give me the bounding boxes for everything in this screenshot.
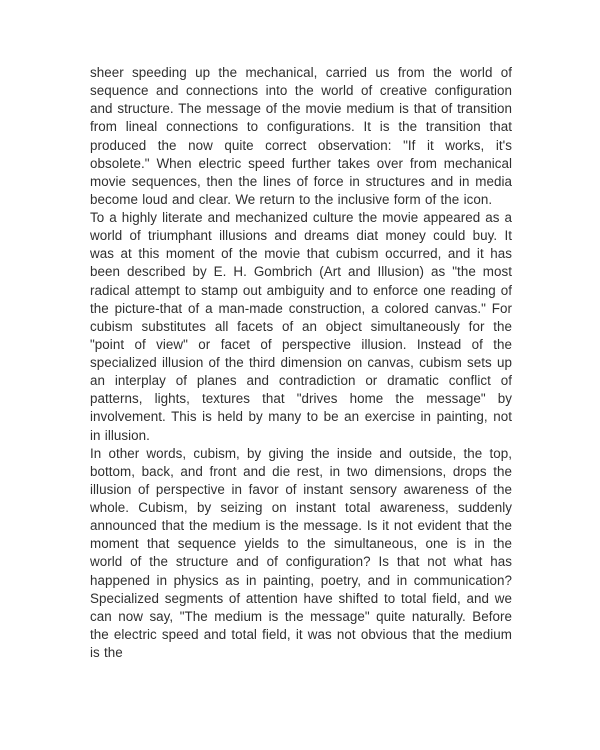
paragraph [90,209,512,445]
text-line: Specialized segments of attention have shifted to total field, and we [90,590,512,606]
text-line: bottom, back, and front and die rest, in two dimensions, drops the [90,463,512,479]
text-line: announced that the medium is the message. Is it not evident that the [90,518,512,534]
text-line: happened in physics as in painting, poetry, and in communication? [90,572,512,588]
text-line: radical attempt to stamp out ambiguity and to enforce one reading of [90,282,512,298]
text-line: involvement. This is held by many to be an exercise in painting, not [90,409,512,425]
text-line: the electric speed and total field, it was not obvious that the medium [90,626,512,642]
text-line: the picture-that of a man-made construction, a colored canvas." For [90,300,512,316]
text-line: from lineal connections to configurations. It is the transition that [90,119,512,135]
text-line: and structure. The message of the movie medium is that of transition [90,101,512,117]
text-line: illusion of perspective in favor of instant sensory awareness of the [90,481,512,497]
text-line: "point of view" or facet of perspective illusion. Instead of the [90,336,512,352]
text-line: To a highly literate and mechanized culture the movie appeared as a [90,210,512,225]
text-line: whole. Cubism, by seizing on instant total awareness, suddenly [90,500,512,515]
text-line: world of triumphant illusions and dreams diat money could buy. It [90,228,512,244]
text-line: produced the now quite correct observation: "If it works, it's [90,137,512,153]
text-line: an interplay of planes and contradiction or dramatic conflict of [90,373,512,389]
text-line: In other words, cubism, by giving the inside and outside, the top, [90,445,512,461]
text-line: sheer speeding up the mechanical, carried us from the world of [90,65,512,80]
text-line: obsolete." When electric speed further takes over from mechanical [90,155,512,171]
text-line: cubism substitutes all facets of an object simultaneously for the [90,318,512,334]
paragraph [90,64,512,209]
text-line: become loud and clear. We return to the inclusive form of the icon. [90,191,493,207]
body-text [90,64,512,662]
text-line: movie sequences, then the lines of force in structures and in media [90,173,512,189]
text-line: specialized illusion of the third dimension on canvas, cubism sets up [90,355,512,370]
paragraph [90,445,512,663]
text-line: in illusion. [90,427,150,443]
text-line: was at this moment of the movie that cubism occurred, and it has [90,246,512,262]
text-line: patterns, lights, textures that "drives home the message" by [90,391,512,407]
text-line: is the [90,645,123,660]
text-line: world of the structure and of configuration? Is that not what has [90,554,512,570]
text-line: moment that sequence yields to the simultaneous, one is in the [90,536,512,552]
text-line: sequence and connections into the world of creative configuration [90,83,512,99]
text-line: been described by E. H. Gombrich (Art and Illusion) as "the most [90,264,512,280]
text-line: can now say, "The medium is the message" quite naturally. Before [90,608,512,624]
